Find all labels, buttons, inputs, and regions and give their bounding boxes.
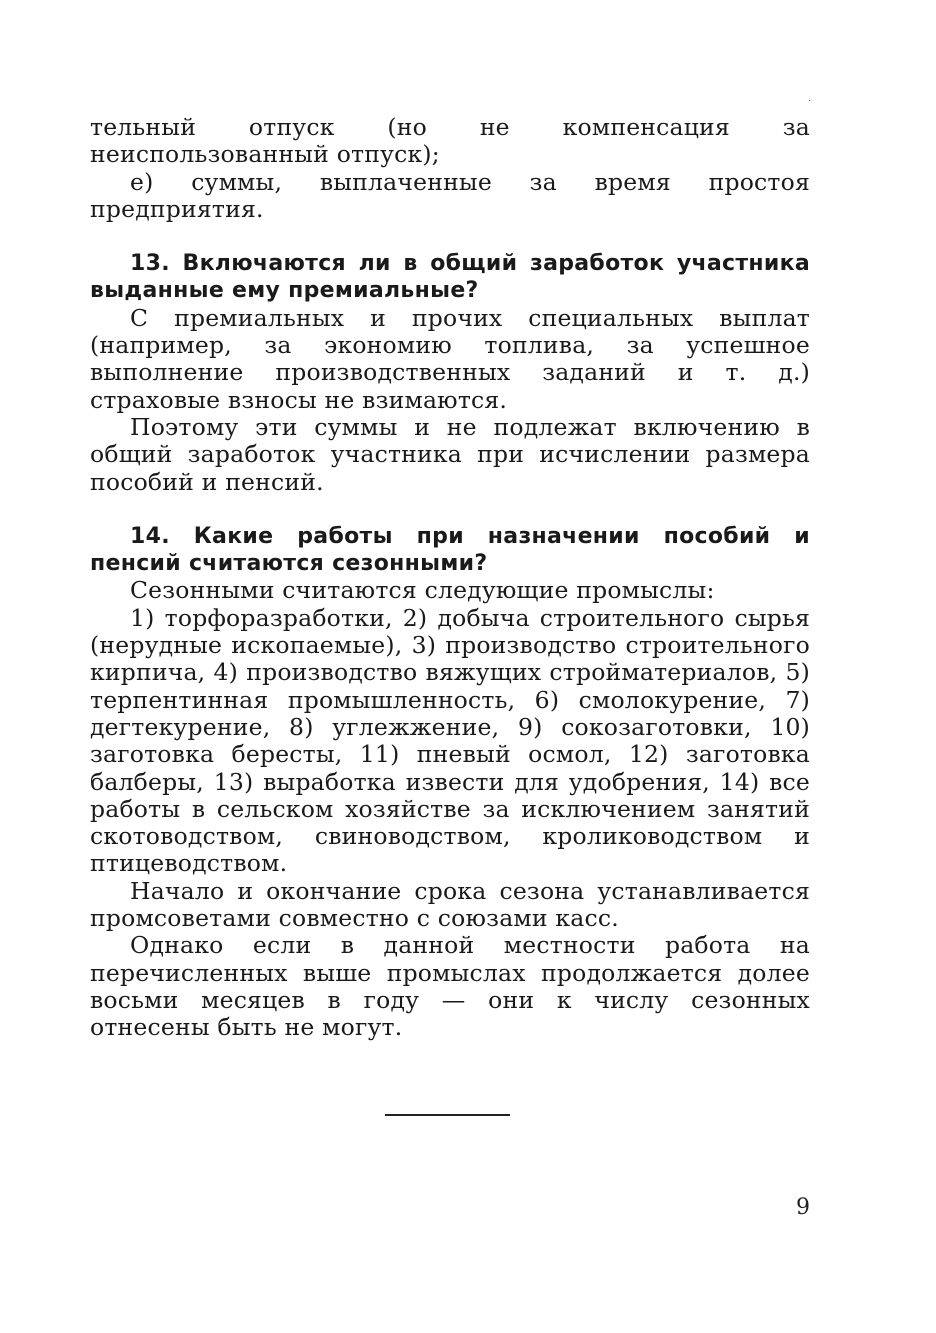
section-13-heading: 13. Включаются ли в общий заработок участника выданные ему премиальные? [90,251,810,304]
section-14-paragraph: Однако если в данной местности работа на перечисленных выше промыслах продолжается долее восьми месяцев в году — они к числу сезонных отнесены быть не могут. [90,931,810,1042]
page-number: 9 [796,1195,810,1220]
section-14-paragraph: Начало и окончание срока сезона устанавливается промсоветами совместно с союзами касс. [90,876,810,933]
section-14-paragraph: Сезонными считаются следующие промыслы: [130,576,715,605]
section-gap [90,223,810,250]
section-14-paragraph: 1) торфоразработки, 2) добыча строительного сырья (нерудные ископаемые), 3) производство строительного кирпича, 4) производство вяжущих стройматериалов, 5) терпентинная промышленность, 6) смолокурение, 7) дегтекурение, 8) углежжение, 9) сокозаготовки, 10) заготовка бересты, 11) пневый осмол, 12) заготовка балберы, 13) выработка извести для удобрения, 14) все работы в сельском хозяйстве за исключением занятий скотоводством, свиноводством, кролиководством и птицеводством. [90,603,810,878]
section-13-paragraph: Поэтому эти суммы и не подлежат включению в общий заработок участника при исчислении размера пособий и пенсий. [90,412,810,496]
page-body [90,114,810,1042]
paragraph-item-e: е) суммы, выплаченные за время простоя предприятия. [90,167,810,223]
print-speck: · [808,96,812,107]
paragraph-continuation: тельный отпуск (но не компенсация за неиспользованный отпуск); [90,113,810,169]
section-13-paragraph: С премиальных и прочих специальных выплат (например, за экономию топлива, за успешное выполнение производственных заданий и т. д.) страховые взносы не взимаются. [90,303,810,414]
section-gap [90,496,810,523]
section-divider-rule [385,1114,510,1116]
section-14-heading: 14. Какие работы при назначении пособий и пенсий считаются сезонными? [90,523,810,577]
